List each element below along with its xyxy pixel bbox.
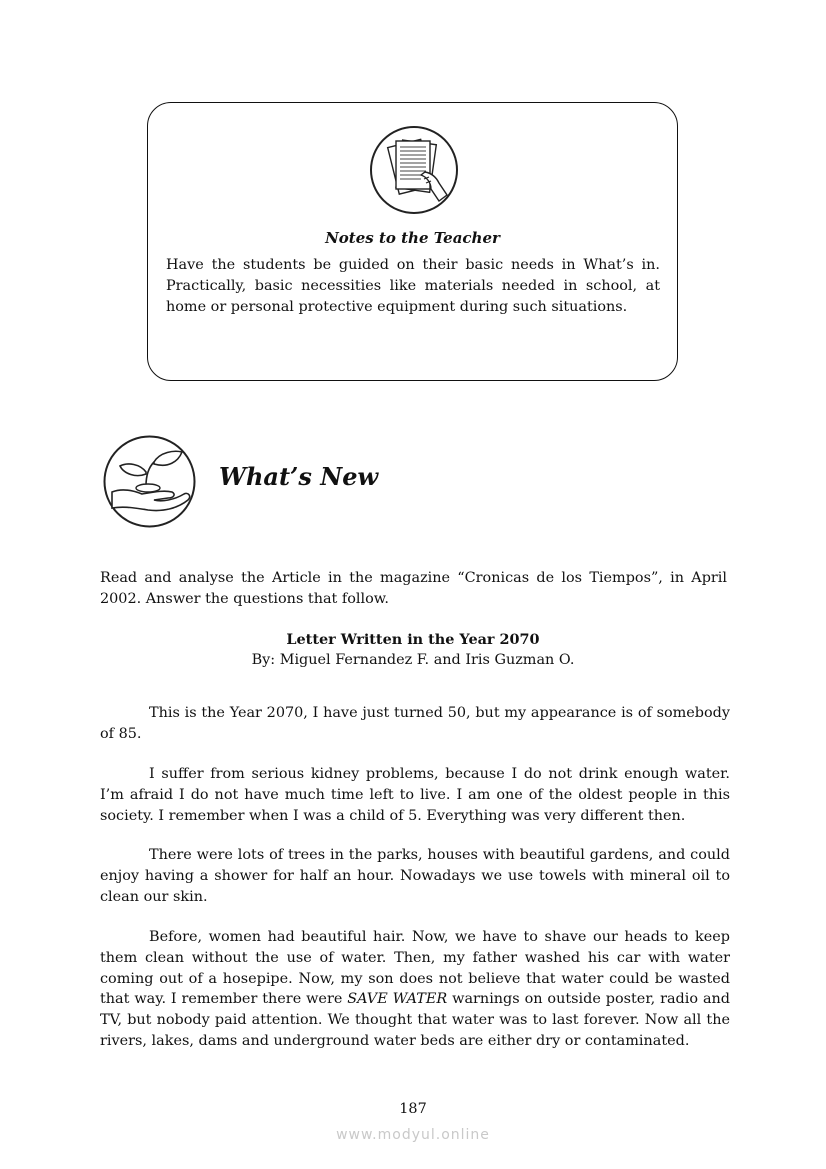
letter-title: Letter Written in the Year 2070 [286,631,540,648]
watermark: www.modyul.online [336,1127,490,1143]
letter-paragraph-text: warnings on outside poster, radio and TV, but nobody paid attention. We thought that water was to last forever. Now all the rivers, lakes, dams and underground water beds are either dry or contaminated. [100,991,731,1049]
papers-in-hand-icon [369,125,459,215]
page-number: 187 [399,1101,427,1117]
intro-text: Read and analyse the Article in the magazine “Cronicas de los Tiempos”, in April 2002. Answer the questions that follow. [100,570,727,607]
letter-paragraph-text: Before, women had beautiful hair. Now, we have to shave our heads to keep them clean without the use of water. Then, my father washed his car with water coming out of a hosepipe. Now, my son does not believe that water could be wasted that way. I remember there were [100,929,730,1008]
seedling-in-hand-icon [102,434,197,529]
section-title: What’s New [219,462,379,491]
letter-paragraph [100,927,730,1052]
letter-paragraph: I suffer from serious kidney problems, because I do not drink enough water. I’m afraid I do not have much time left to live. I am one of the oldest people in this society. I remember when I was a child of 5. Everything was very different then. [100,766,730,824]
teacher-notes-body: Have the students be guided on their basic needs in What’s in. Practically, basic necessities like materials needed in school, at home or personal protective equipment during such situations. [166,257,660,315]
save-water-emphasis: SAVE WATER [347,991,448,1008]
letter-authors: By: Miguel Fernandez F. and Iris Guzman O. [251,652,575,668]
teacher-notes-title: Notes to the Teacher [325,229,500,247]
letter-paragraph: There were lots of trees in the parks, houses with beautiful gardens, and could enjoy having a shower for half an hour. Nowadays we use towels with mineral oil to clean our skin. [100,847,730,905]
teacher-notes-box [147,102,678,381]
letter-paragraph: This is the Year 2070, I have just turned 50, but my appearance is of somebody of 85. [100,705,730,742]
